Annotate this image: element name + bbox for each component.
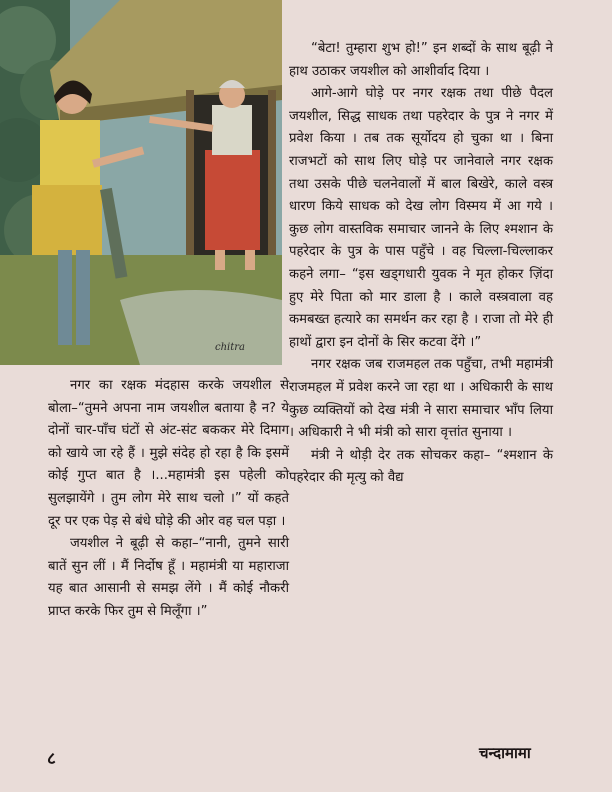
paragraph: मंत्री ने थोड़ी देर तक सोचकर कहा– “श्मशान के पहरेदार की मृत्यु को वैद्य xyxy=(289,447,553,486)
paragraph: जयशील ने बूढ़ी से कहा–“नानी, तुमने सारी बातें सुन लीं । मैं निर्दोष हूँ । महामंत्री या महाराजा यह बात आसानी से समझ लेंगे । मैं कोई नौकरी प्राप्त करके फिर तुम से मिलूँगा ।” xyxy=(48,536,289,619)
paragraph: आगे-आगे घोड़े पर नगर रक्षक तथा पीछे पैदल जयशील, सिद्ध साधक तथा पहरेदार के पुत्र ने नगर में प्रवेश किया । तब तक सूर्योदय हो चुका था । बिना राजभटों को साथ लिए घोड़े पर जानेवाले नगर रक्षक तथा उसके पीछे चलनेवालों में बाल बिखेरे, काले वस्त्र धारण किये साधक को देख लोग विस्मय में आ गये । कुछ लोग वास्तविक समाचार जानने के लिए श्मशान के पहरेदार के पुत्र के पास पहुँचे । वह चिल्ला-चिल्लाकर कहने लगा– “इस खड्गधारी युवक ने मृत होकर ज़िंदा हुए मेरे पिता को मार डाला है । काले वस्त्रवाला वह कमबख्त हत्यारे का समर्थन कर रहा है । राजा तो मेरे ही हाथों द्वारा इन दोनों के सिर कटवा देंगे ।” xyxy=(289,86,553,350)
right-text-column xyxy=(289,38,553,490)
artist-signature: chitra xyxy=(215,342,245,353)
paragraph: नगर का रक्षक मंदहास करके जयशील से बोला–“तुमने अपना नाम जयशील बताया है न? ये दोनों चार-पाँच घंटों से अंट-संट बककर मेरे दिमाग को खाये जा रहे हैं । मुझे संदेह हो रहा है कि इसमें कोई गुप्त बात है ।...महामंत्री इस पहेली को सुलझायेंगे । तुम लोग मेरे साथ चलो ।” यों कहते दूर पर एक पेड़ से बंधे घोड़े की ओर वह चल पड़ा । xyxy=(48,378,289,529)
path-stones xyxy=(120,290,282,365)
magazine-name: चन्दामामा xyxy=(479,744,531,762)
left-text-column xyxy=(48,375,289,624)
paragraph: “बेटा! तुम्हारा शुभ हो!” इन शब्दों के साथ बूढ़ी ने हाथ उठाकर जयशील को आशीर्वाद दिया । xyxy=(289,41,553,79)
story-illustration xyxy=(0,0,282,365)
page-number: ८ xyxy=(47,749,56,769)
paragraph: नगर रक्षक जब राजमहल तक पहुँचा, तभी महामंत्री राजमहल में प्रवेश करने जा रहा था । अधिकारी के साथ कुछ व्यक्तियों को देख मंत्री ने सारा समाचार भाँप लिया । अधिकारी ने भी मंत्री को सारा वृत्तांत सुनाया । xyxy=(289,357,553,441)
